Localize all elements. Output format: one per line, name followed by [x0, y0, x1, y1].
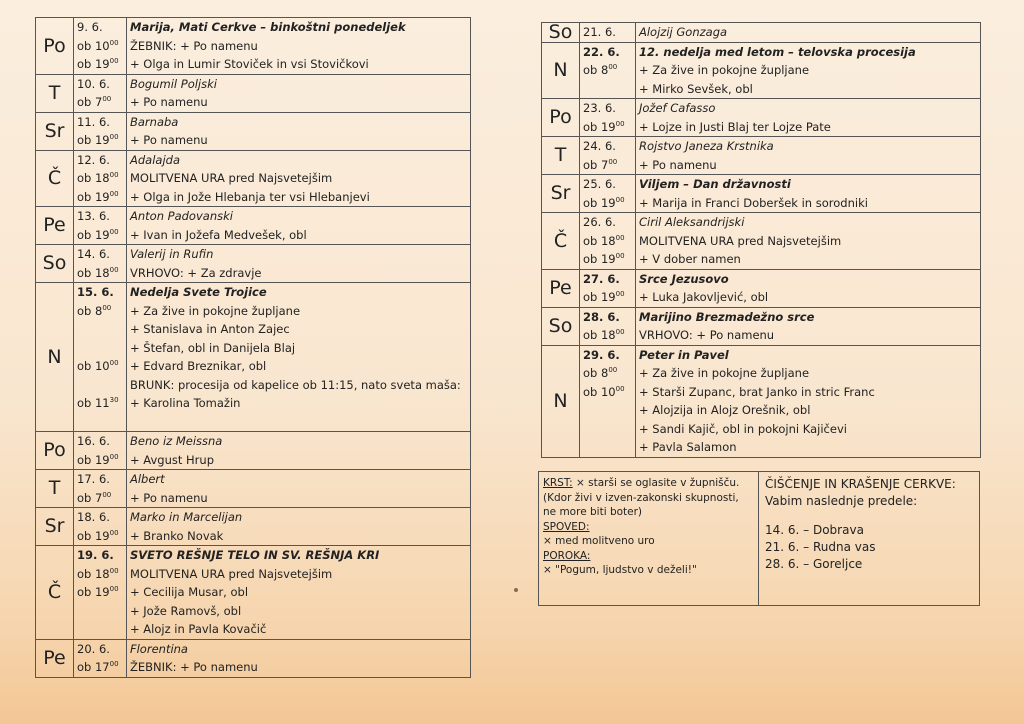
- time-label: ob $19^{00}$: [77, 133, 119, 147]
- schedule-row: [36, 432, 471, 470]
- saint-name: Beno iz Meissna: [130, 434, 223, 448]
- time-label: [77, 602, 123, 621]
- intention-cell: [636, 307, 981, 345]
- mass-intention: MOLITVENA URA pred Najsvetejšim: [130, 171, 333, 185]
- date-label: 27. 6.: [583, 271, 620, 286]
- weekday-cell: So: [542, 307, 580, 345]
- time-label: ob $7^{00}$: [77, 490, 112, 505]
- intention-cell: [127, 639, 471, 677]
- date-time-cell: [74, 74, 127, 112]
- date-label: 15. 6.: [77, 285, 114, 299]
- saint-name: Rojstvo Janeza Krstnika: [639, 139, 774, 153]
- weekday-cell: Pe: [36, 207, 74, 245]
- date-label: 21. 6.: [583, 25, 616, 39]
- weekday-cell: Sr: [542, 175, 580, 213]
- cleaning-title: ČIŠČENJE IN KRAŠENJE CERKVE:: [765, 477, 956, 491]
- date-time-cell: [74, 112, 127, 150]
- mass-intention: + Avgust Hrup: [130, 452, 214, 467]
- weekday-cell: T: [36, 470, 74, 508]
- saint-name: Bogumil Poljski: [130, 76, 217, 91]
- date-label: 28. 6.: [583, 309, 620, 324]
- date-label: 12. 6.: [77, 152, 110, 167]
- saint-name: Jožef Cafasso: [639, 101, 716, 115]
- date-label: 25. 6.: [583, 177, 616, 191]
- time-label: ob $18^{00}$: [583, 328, 625, 342]
- krst-note-1: (Kdor živi v izven-zakonski skupnosti,: [543, 491, 739, 504]
- weekday-cell: Pe: [542, 269, 580, 307]
- mass-intention: MOLITVENA URA pred Najsvetejšim: [639, 233, 842, 248]
- intention-cell: [636, 269, 981, 307]
- intention-cell: [127, 74, 471, 112]
- weekday-cell: T: [542, 137, 580, 175]
- saint-name: Alojzij Gonzaga: [639, 25, 728, 39]
- date-time-cell: [74, 207, 127, 245]
- time-label: ob $10^{00}$: [583, 384, 625, 399]
- saint-name: Ciril Aleksandrijski: [639, 215, 745, 229]
- time-label: [77, 376, 123, 395]
- time-label: ob $19^{00}$: [77, 452, 119, 467]
- saint-name: Barnaba: [130, 114, 179, 129]
- mass-intention: + Karolina Tomažin: [130, 396, 241, 410]
- schedule-row: [36, 207, 471, 245]
- schedule-row: [542, 269, 981, 307]
- date-label: 9. 6.: [77, 20, 103, 34]
- date-label: 23. 6.: [583, 101, 616, 115]
- cleaning-column: [759, 472, 979, 605]
- date-time-cell: [580, 213, 636, 270]
- schedule-row: [542, 345, 981, 457]
- schedule-row: [36, 546, 471, 640]
- mass-intention: + Sandi Kajič, obl in pokojni Kajičevi: [639, 421, 847, 436]
- time-label: ob $19^{00}$: [77, 227, 119, 242]
- date-time-cell: [74, 245, 127, 283]
- intention-cell: [127, 470, 471, 508]
- krst-note-2: ne more biti boter): [543, 506, 643, 518]
- time-label: [77, 320, 123, 339]
- weekday-cell: Pe: [36, 639, 74, 677]
- schedule-row: [36, 112, 471, 150]
- time-label: ob $19^{00}$: [77, 189, 119, 204]
- date-time-cell: [580, 345, 636, 457]
- spoved-label: SPOVED:: [543, 520, 590, 533]
- saint-name: Marko in Marcelijan: [130, 510, 243, 524]
- date-label: 13. 6.: [77, 209, 110, 223]
- date-label: 17. 6.: [77, 472, 110, 486]
- krst-text: × starši se oglasite v župnišču.: [572, 477, 740, 489]
- poroka-label: POROKA:: [543, 549, 591, 562]
- time-label: [583, 401, 632, 420]
- empty-line: [130, 413, 467, 432]
- mass-intention: + Po namenu: [130, 490, 208, 505]
- saint-name: Nedelja Svete Trojice: [130, 285, 267, 299]
- date-label: 18. 6.: [77, 510, 110, 524]
- saint-name: Marija, Mati Cerkve – binkoštni ponedeljek: [130, 20, 406, 34]
- date-time-cell: [580, 23, 636, 43]
- date-time-cell: [580, 175, 636, 213]
- time-label: [583, 438, 632, 457]
- saint-name: Peter in Pavel: [639, 347, 729, 362]
- cleaning-item: 28. 6. – Goreljce: [765, 557, 863, 571]
- saint-name: Florentina: [130, 641, 188, 656]
- date-label: 20. 6.: [77, 641, 110, 656]
- sacraments-column: [539, 472, 759, 605]
- time-label: [77, 620, 123, 639]
- saint-name: Srce Jezusovo: [639, 271, 729, 286]
- date-time-cell: [580, 99, 636, 137]
- mass-intention: VRHOVO: + Za zdravje: [130, 265, 262, 280]
- schedule-row: [542, 137, 981, 175]
- time-label: ob $7^{00}$: [77, 95, 112, 109]
- time-label: [583, 80, 632, 99]
- saint-name: Albert: [130, 472, 165, 486]
- mass-intention: + Edvard Breznikar, obl: [130, 359, 267, 373]
- mass-intention: + Štefan, obl in Danijela Blaj: [130, 340, 296, 355]
- intention-cell: [127, 245, 471, 283]
- time-label: [77, 339, 123, 358]
- time-label: ob $19^{00}$: [77, 528, 119, 543]
- saint-name: Anton Padovanski: [130, 209, 233, 223]
- cleaning-item: 21. 6. – Rudna vas: [765, 540, 876, 554]
- schedule-row: [36, 470, 471, 508]
- mass-intention: + Starši Zupanc, brat Janko in stric Franc: [639, 384, 875, 399]
- mass-intention: BRUNK: procesija od kapelice ob 11:15, nato sveta maša:: [130, 377, 461, 392]
- mass-intention: + Lojze in Justi Blaj ter Lojze Pate: [639, 119, 831, 134]
- spoved-text: × med molitveno uro: [543, 535, 655, 547]
- weekday-cell: T: [36, 74, 74, 112]
- date-label: 10. 6.: [77, 76, 110, 91]
- saint-name: 12. nedelja med letom – telovska procesija: [639, 44, 916, 59]
- mass-intention: + Olga in Jože Hlebanja ter vsi Hlebanjevi: [130, 189, 370, 204]
- time-label: ob $8^{00}$: [583, 63, 618, 77]
- mass-intention: + Pavla Salamon: [639, 440, 737, 454]
- weekday-cell: Po: [542, 99, 580, 137]
- mass-intention: + Po namenu: [130, 133, 208, 147]
- intention-cell: [636, 137, 981, 175]
- time-label: ob $19^{00}$: [583, 252, 625, 266]
- date-label: 26. 6.: [583, 215, 616, 229]
- mass-intention: + Alojzija in Alojz Orešnik, obl: [639, 403, 811, 417]
- cleaning-subtitle: Vabim naslednje predele:: [765, 494, 918, 508]
- weekday-cell: So: [36, 245, 74, 283]
- schedule-row: [36, 245, 471, 283]
- time-label: ob $18^{00}$: [77, 566, 119, 581]
- mass-intention: + Stanislava in Anton Zajec: [130, 322, 290, 336]
- weekday-cell: Č: [542, 213, 580, 270]
- saint-name: SVETO REŠNJE TELO IN SV. REŠNJA KRI: [130, 548, 380, 562]
- mass-intention: + Mirko Sevšek, obl: [639, 81, 753, 96]
- time-label: [583, 420, 632, 439]
- time-label: ob $11^{30}$: [77, 396, 119, 410]
- intention-cell: [127, 18, 471, 75]
- mass-intention: + Ivan in Jožefa Medvešek, obl: [130, 227, 307, 242]
- mass-intention: + Branko Novak: [130, 528, 224, 543]
- mass-intention: + Za žive in pokojne župljane: [639, 63, 810, 77]
- mass-intention: ŽEBNIK: + Po namenu: [130, 38, 258, 53]
- weekday-cell: Po: [36, 432, 74, 470]
- intention-cell: [127, 432, 471, 470]
- schedule-row: [36, 508, 471, 546]
- schedule-row: [542, 23, 981, 43]
- intention-cell: [127, 150, 471, 207]
- weekday-cell: Č: [36, 150, 74, 207]
- saint-name: Marijino Brezmadežno srce: [639, 309, 815, 324]
- date-time-cell: [580, 42, 636, 99]
- intention-cell: [636, 23, 981, 43]
- weekday-cell: Po: [36, 18, 74, 75]
- time-label: ob $19^{00}$: [583, 290, 625, 304]
- mass-intention: + Po namenu: [130, 95, 208, 109]
- time-label: ob $7^{00}$: [583, 157, 618, 172]
- date-time-cell: [74, 283, 127, 432]
- intention-cell: [636, 175, 981, 213]
- date-time-cell: [74, 18, 127, 75]
- mass-intention: + Olga in Lumir Stoviček in vsi Stovičkovi: [130, 57, 369, 71]
- info-box: [538, 471, 980, 606]
- date-label: 19. 6.: [77, 548, 114, 562]
- time-label: ob $19^{00}$: [583, 195, 625, 210]
- krst-label: KRST:: [543, 477, 573, 489]
- schedule-row: [36, 150, 471, 207]
- time-label: ob $17^{00}$: [77, 660, 119, 674]
- weekday-cell: Sr: [36, 112, 74, 150]
- schedule-row: [36, 18, 471, 75]
- date-time-cell: [580, 137, 636, 175]
- date-label: 29. 6.: [583, 347, 620, 362]
- time-label: ob $18^{00}$: [77, 171, 119, 185]
- intention-cell: [127, 283, 471, 432]
- schedule-row: [36, 639, 471, 677]
- intention-cell: [127, 508, 471, 546]
- mass-intention: + Luka Jakovljević, obl: [639, 290, 769, 304]
- date-label: 16. 6.: [77, 434, 110, 448]
- schedule-row: [542, 42, 981, 99]
- weekday-cell: Č: [36, 546, 74, 640]
- weekday-cell: Sr: [36, 508, 74, 546]
- mass-intention: + Alojz in Pavla Kovačič: [130, 622, 267, 636]
- time-label: ob $10^{00}$: [77, 359, 119, 373]
- date-time-cell: [74, 546, 127, 640]
- mass-intention: + Cecilija Musar, obl: [130, 585, 249, 599]
- intention-cell: [636, 213, 981, 270]
- date-label: 24. 6.: [583, 139, 616, 153]
- date-time-cell: [74, 508, 127, 546]
- intention-cell: [636, 42, 981, 99]
- schedule-row: [542, 307, 981, 345]
- mass-intention: + Za žive in pokojne župljane: [130, 303, 301, 318]
- schedule-row: [36, 74, 471, 112]
- left-schedule-table: [35, 17, 471, 678]
- mass-intention: + Po namenu: [639, 157, 717, 172]
- poroka-text: × "Pogum, ljudstvo v deželi!": [543, 564, 697, 576]
- date-time-cell: [74, 432, 127, 470]
- cleaning-item: 14. 6. – Dobrava: [765, 523, 864, 537]
- weekday-cell: So: [542, 23, 580, 43]
- intention-cell: [127, 112, 471, 150]
- date-time-cell: [580, 269, 636, 307]
- date-label: 22. 6.: [583, 44, 620, 59]
- saint-name: Valerij in Rufin: [130, 247, 214, 261]
- time-label: ob $19^{00}$: [583, 119, 625, 134]
- date-time-cell: [580, 307, 636, 345]
- schedule-row: [36, 283, 471, 432]
- time-label: ob $8^{00}$: [77, 303, 112, 318]
- date-time-cell: [74, 639, 127, 677]
- saint-name: Adalajda: [130, 152, 180, 167]
- mass-intention: + V dober namen: [639, 252, 741, 266]
- weekday-cell: N: [542, 42, 580, 99]
- weekday-cell: N: [542, 345, 580, 457]
- schedule-row: [542, 99, 981, 137]
- mass-intention: + Marija in Franci Doberšek in sorodniki: [639, 195, 868, 210]
- date-time-cell: [74, 150, 127, 207]
- right-schedule-table: [541, 22, 981, 458]
- time-label: ob $19^{00}$: [77, 585, 119, 599]
- intention-cell: [636, 345, 981, 457]
- date-label: 14. 6.: [77, 247, 110, 261]
- date-time-cell: [74, 470, 127, 508]
- time-label: ob $8^{00}$: [583, 366, 618, 380]
- intention-cell: [636, 99, 981, 137]
- krst-line: [543, 476, 754, 491]
- mass-intention: + Jože Ramovš, obl: [130, 603, 242, 618]
- mass-intention: MOLITVENA URA pred Najsvetejšim: [130, 566, 333, 581]
- mass-intention: + Za žive in pokojne župljane: [639, 366, 810, 380]
- date-label: 11. 6.: [77, 114, 110, 129]
- intention-cell: [127, 546, 471, 640]
- time-label: [77, 413, 123, 432]
- weekday-cell: N: [36, 283, 74, 432]
- time-label: ob $18^{00}$: [77, 265, 119, 280]
- time-label: ob $19^{00}$: [77, 57, 119, 71]
- time-label: ob $18^{00}$: [583, 233, 625, 248]
- time-label: ob $10^{00}$: [77, 38, 119, 53]
- mass-intention: ŽEBNIK: + Po namenu: [130, 660, 258, 674]
- mass-intention: VRHOVO: + Po namenu: [639, 328, 775, 342]
- schedule-row: [542, 213, 981, 270]
- saint-name: Viljem – Dan državnosti: [639, 177, 791, 191]
- intention-cell: [127, 207, 471, 245]
- schedule-row: [542, 175, 981, 213]
- speck: [514, 588, 518, 592]
